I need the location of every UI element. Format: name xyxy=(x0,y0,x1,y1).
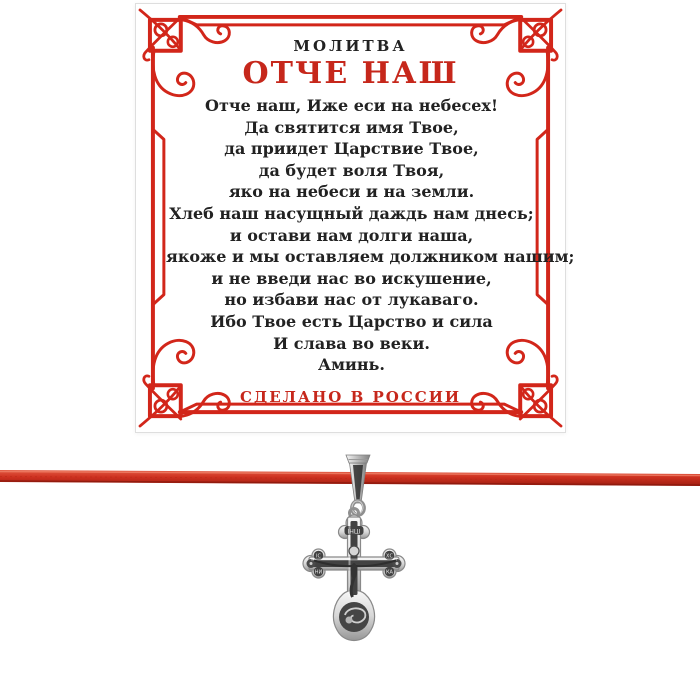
orthodox-cross-pendant xyxy=(303,509,405,641)
prayer-title: ОТЧЕ НАШ xyxy=(242,56,459,91)
made-in-russia-label: СДЕЛАНО В РОССИИ xyxy=(239,388,462,406)
inscription-inci: ІНЦІ xyxy=(347,528,361,536)
inscription-ni: НИ xyxy=(314,569,323,576)
prayer-line: Ибо Твое есть Царство и сила xyxy=(210,311,493,331)
inscription-xc: ХС xyxy=(386,553,393,560)
inscription-ka: КА xyxy=(386,569,393,576)
red-cord xyxy=(0,470,700,486)
christ-halo xyxy=(349,546,359,556)
prayer-line: якоже и мы оставляем должником нашим; xyxy=(166,247,575,267)
prayer-header: МОЛИТВА xyxy=(293,37,408,55)
cross-engraving xyxy=(307,519,402,632)
prayer-line: Отче наш, Иже еси на небесех! xyxy=(205,96,498,115)
prayer-line: яко на небеси и на земли. xyxy=(228,182,475,202)
prayer-line: но избави нас от лукаваго. xyxy=(224,290,479,310)
prayer-line: и не введи нас во искушение, xyxy=(211,268,492,288)
prayer-line: Аминь. xyxy=(318,355,385,375)
prayer-line: да приидет Царствие Твое, xyxy=(224,139,479,159)
pendant-bail xyxy=(346,455,370,515)
prayer-line: и остави нам долги наша, xyxy=(229,225,474,245)
prayer-line: Да святится имя Твое, xyxy=(244,117,459,137)
adam-skull-detail xyxy=(346,617,353,624)
prayer-line: И слава во веки. xyxy=(273,333,430,353)
prayer-line: да будет воля Твоя, xyxy=(258,160,445,180)
prayer-line: Хлеб наш насущный даждь нам днесь; xyxy=(169,203,534,223)
inscription-ic: ІС xyxy=(316,553,321,560)
